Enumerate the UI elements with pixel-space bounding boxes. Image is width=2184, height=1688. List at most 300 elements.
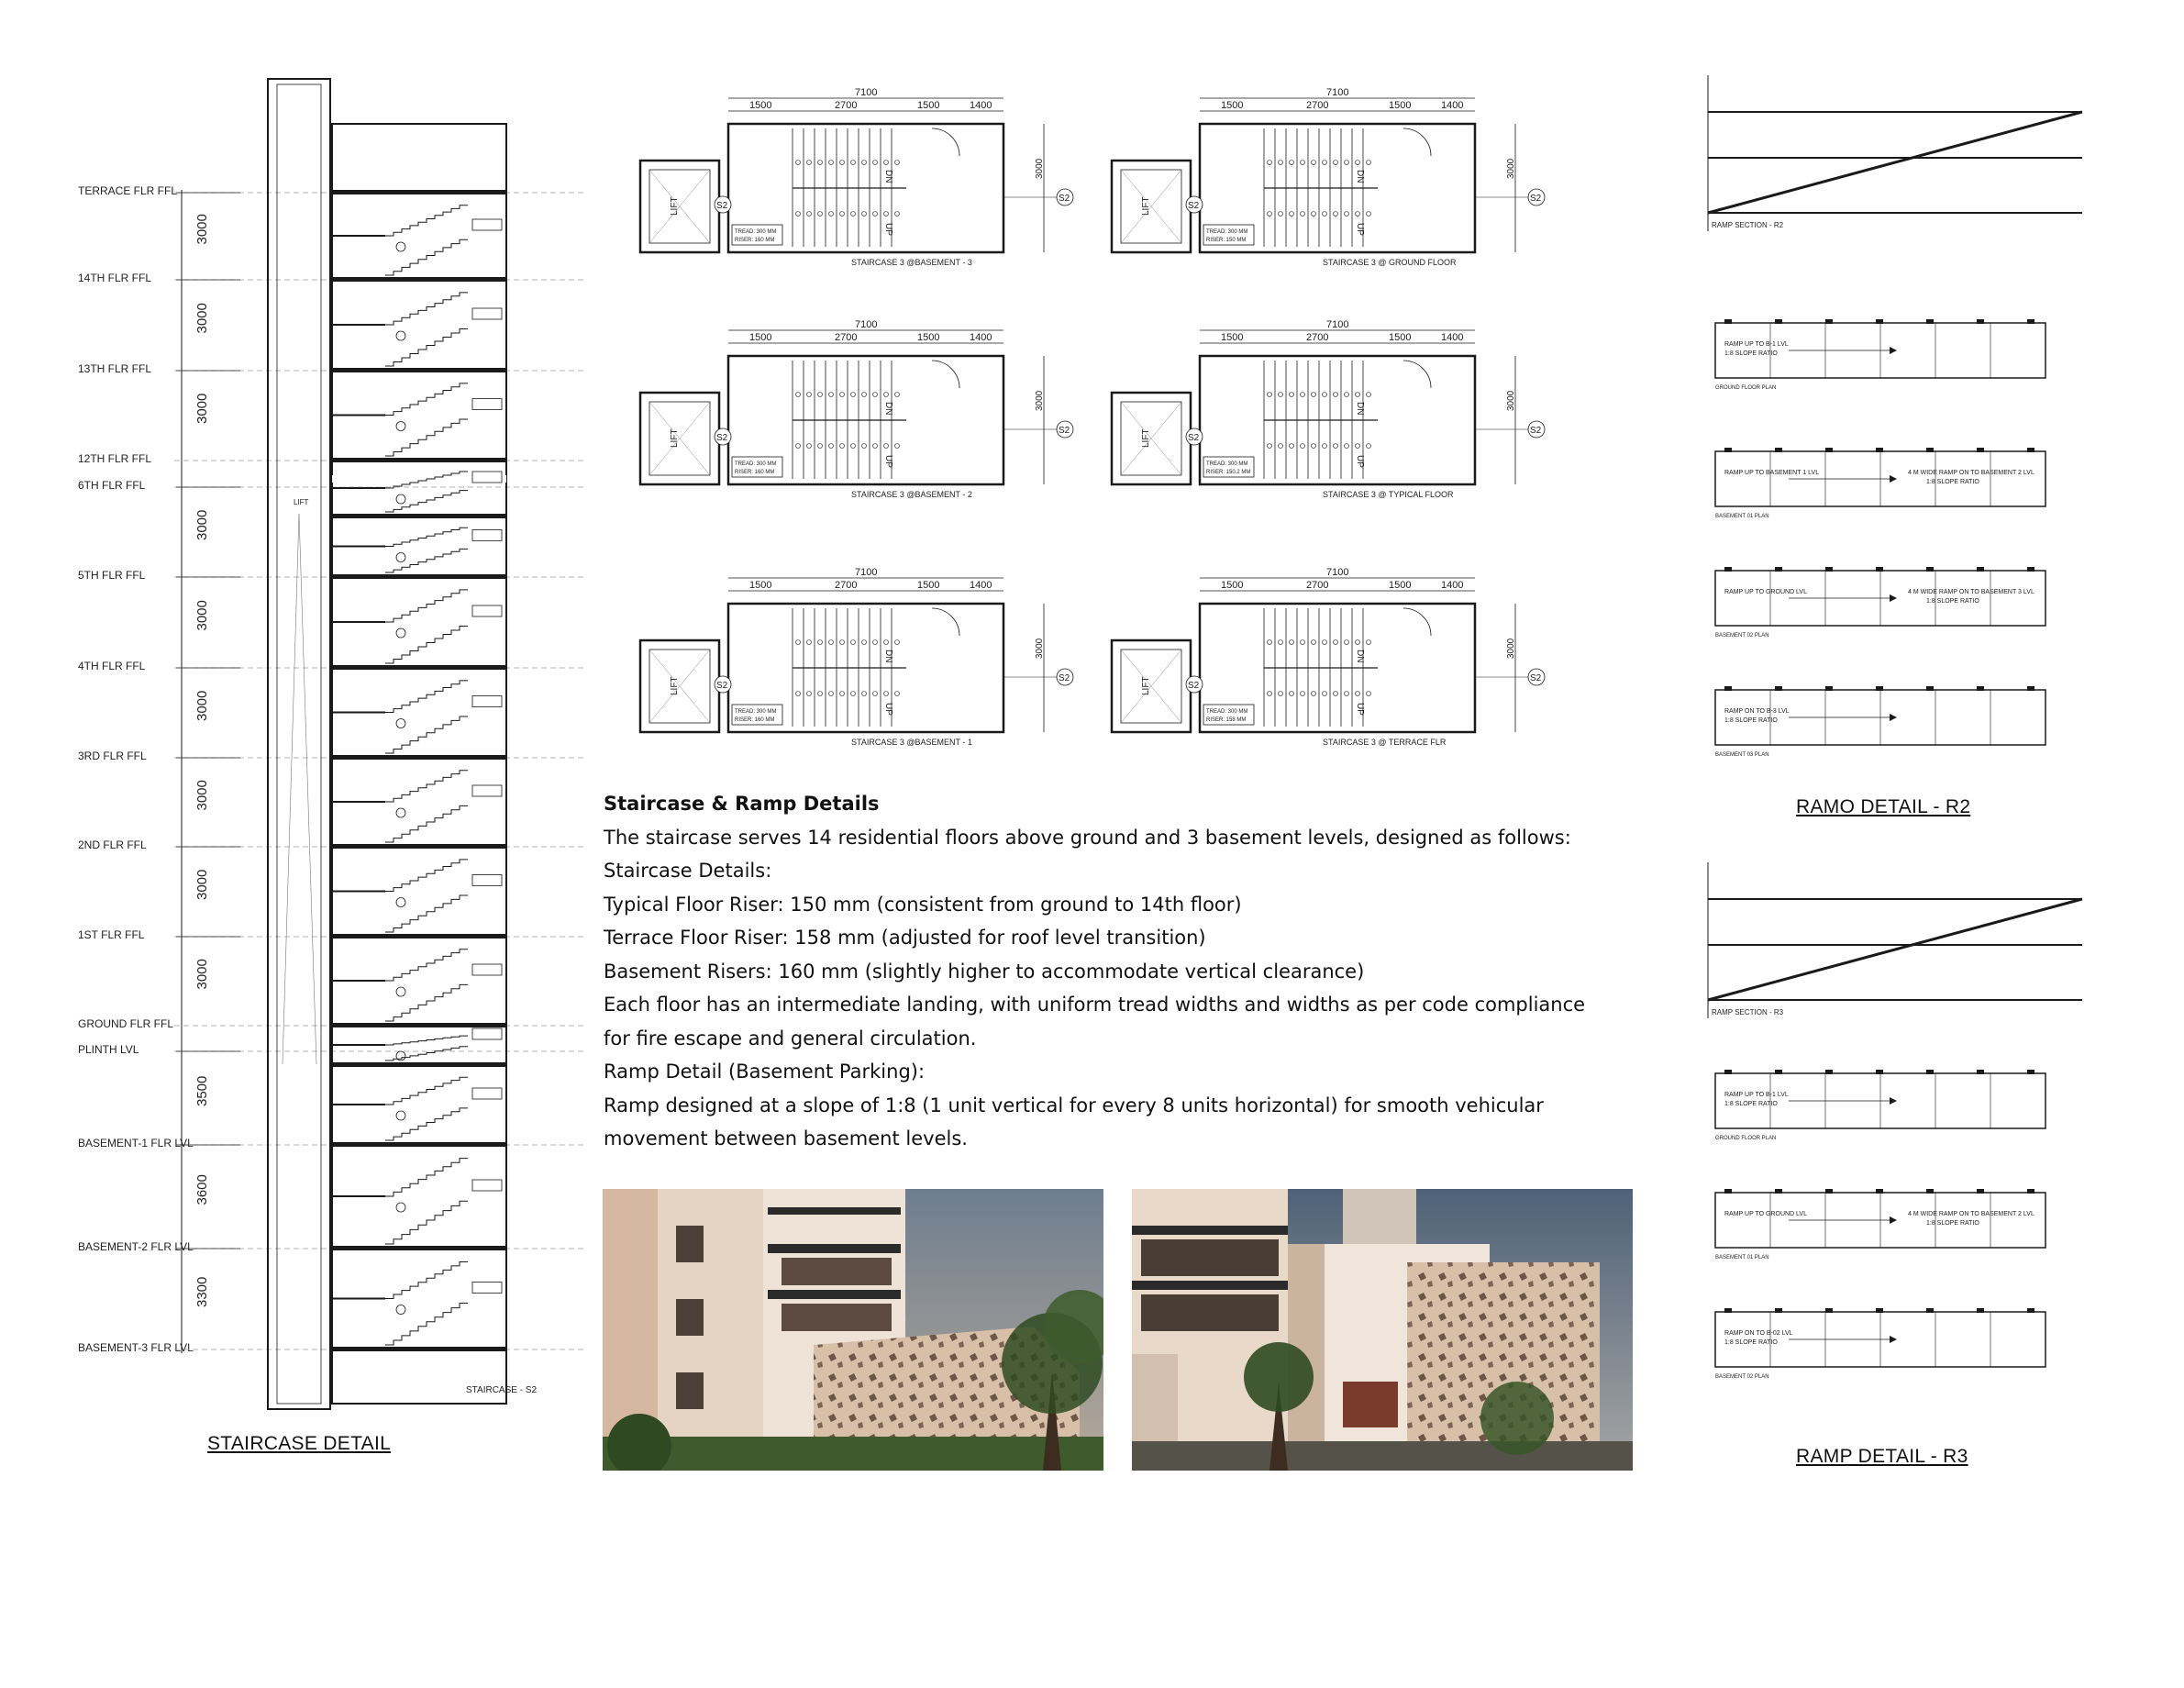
baluster — [796, 640, 801, 645]
column-mark — [1724, 448, 1732, 452]
ramp-plan-caption: BASEMENT 01 PLAN — [1715, 514, 1769, 519]
baluster — [1323, 393, 1327, 397]
door-swing — [932, 128, 959, 156]
baluster — [1290, 692, 1294, 696]
detail-bubble — [396, 242, 405, 251]
column-mark — [1876, 1308, 1883, 1313]
column-mark — [1775, 567, 1782, 572]
column-mark — [1977, 1308, 1984, 1313]
riser-note: RISER: 150 MM — [1206, 238, 1247, 243]
baluster — [1367, 161, 1371, 165]
column-mark — [1876, 686, 1883, 691]
tread-note-box — [472, 696, 502, 707]
baluster — [851, 212, 856, 217]
baluster — [1279, 640, 1283, 645]
ramp-text: RAMP ON TO B-3 LVL — [1724, 708, 1790, 715]
side-dim: 3000 — [1035, 638, 1045, 659]
floor-slab — [332, 574, 506, 579]
column-mark — [1825, 686, 1833, 691]
stair-flight — [385, 329, 468, 367]
height-dim: 3600 — [194, 1174, 210, 1205]
baluster — [873, 212, 878, 217]
baluster — [884, 444, 889, 449]
dn-label: DN — [883, 650, 893, 663]
dn-label: DN — [1355, 650, 1365, 663]
notes-line: Each floor has an intermediate landing, with uniform tread widths and widths as per code compliance — [604, 994, 1586, 1016]
baluster — [1367, 692, 1371, 696]
notes-line: Typical Floor Riser: 150 mm (consistent from ground to 14th floor) — [604, 893, 1242, 916]
baluster — [895, 640, 900, 645]
up-label: UP — [1355, 703, 1365, 716]
detail-bubble — [396, 1203, 405, 1212]
column-mark — [1825, 1308, 1833, 1313]
column-mark — [1724, 1070, 1732, 1074]
height-dim: 3000 — [194, 780, 210, 811]
baluster — [1290, 640, 1294, 645]
column-mark — [1775, 1189, 1782, 1194]
segment-dim: 1500 — [917, 100, 940, 111]
lift-label: LIFT — [294, 498, 309, 506]
baluster — [1345, 444, 1349, 449]
segment-dim: 1400 — [970, 580, 992, 591]
tag-label: S2 — [1059, 194, 1070, 204]
baluster — [1334, 161, 1338, 165]
tread-note-box — [472, 308, 502, 319]
column-mark — [1876, 1189, 1883, 1194]
height-dim: 3000 — [194, 690, 210, 721]
floor-label: 5TH FLR FFL — [78, 569, 146, 582]
ramp-section-caption: RAMP SECTION - R3 — [1712, 1008, 1784, 1016]
baluster — [851, 444, 856, 449]
tread-note-box — [472, 1088, 502, 1099]
baluster — [1367, 640, 1371, 645]
column-mark — [1876, 1070, 1883, 1074]
arrow-head — [1890, 347, 1897, 354]
baluster — [873, 161, 878, 165]
stair-flight — [385, 1159, 468, 1196]
baluster — [829, 212, 834, 217]
baluster — [1279, 444, 1283, 449]
baluster — [796, 393, 801, 397]
column-mark — [1775, 1070, 1782, 1074]
baluster — [862, 692, 867, 696]
tread-note-box — [472, 219, 502, 230]
staircase-plan — [1112, 567, 1552, 787]
stair-flight — [385, 1077, 468, 1105]
ramp-text: RAMP UP TO GROUND LVL — [1724, 1211, 1807, 1217]
baluster — [1345, 161, 1349, 165]
floor-slab — [332, 755, 506, 760]
stair-flight — [385, 681, 468, 713]
baluster — [862, 393, 867, 397]
floor-label: PLINTH LVL — [78, 1043, 139, 1056]
stair-flight — [385, 419, 468, 456]
ramp-text: RAMP UP TO B-1 LVL — [1724, 1092, 1789, 1098]
tread-note: TREAD: 300 MM — [1206, 229, 1248, 235]
detail-bubble — [396, 331, 405, 340]
arrow-head — [1890, 594, 1897, 602]
segment-dim: 1500 — [1389, 332, 1412, 343]
baluster — [818, 692, 823, 696]
tread-note-box — [472, 964, 502, 975]
baluster — [1323, 692, 1327, 696]
baluster — [1312, 640, 1316, 645]
baluster — [1268, 393, 1272, 397]
baluster — [1312, 444, 1316, 449]
floor-label: 12TH FLR FFL — [78, 452, 152, 465]
baluster — [818, 640, 823, 645]
segment-dim: 2700 — [1306, 100, 1329, 111]
ramp-r3-title: RAMP DETAIL - R3 — [1796, 1446, 1968, 1467]
baluster — [1345, 692, 1349, 696]
ramp-text: 4 M WIDE RAMP ON TO BASEMENT 3 LVL — [1908, 589, 2034, 595]
staircase-detail-title: STAIRCASE DETAIL — [207, 1433, 392, 1454]
baluster — [1334, 444, 1338, 449]
column-mark — [1876, 567, 1883, 572]
column-mark — [1977, 1070, 1984, 1074]
tag-label: S2 — [1188, 201, 1200, 211]
baluster — [829, 393, 834, 397]
baluster — [1268, 212, 1272, 217]
notes-line: movement between basement levels. — [604, 1127, 968, 1149]
ramp-text: 1:8 SLOPE RATIO — [1724, 1101, 1778, 1107]
staircase-plan — [640, 567, 1081, 787]
baluster — [1312, 393, 1316, 397]
dn-label: DN — [1355, 170, 1365, 183]
baluster — [873, 692, 878, 696]
floor-slab — [332, 665, 506, 670]
side-dim: 3000 — [1506, 390, 1516, 411]
column-mark — [1775, 686, 1782, 691]
baluster — [851, 161, 856, 165]
lift-text: LIFT — [670, 676, 680, 695]
ramp-text: 1:8 SLOPE RATIO — [1926, 598, 1979, 605]
segment-dim: 1500 — [1221, 580, 1244, 591]
segment-dim: 1500 — [1221, 100, 1244, 111]
segment-dim: 1500 — [749, 332, 772, 343]
baluster — [1268, 161, 1272, 165]
stair-well — [332, 124, 506, 1404]
notes-line: Terrace Floor Riser: 158 mm (adjusted for roof level transition) — [604, 927, 1206, 949]
baluster — [1356, 444, 1360, 449]
baluster — [1323, 444, 1327, 449]
baluster — [1301, 640, 1305, 645]
baluster — [1323, 161, 1327, 165]
overall-dim: 7100 — [1326, 319, 1349, 330]
segment-dim: 2700 — [835, 100, 858, 111]
staircase-plan — [1112, 319, 1552, 539]
dn-label: DN — [1355, 402, 1365, 416]
stair-flight — [385, 860, 468, 892]
floor-label: 13TH FLR FFL — [78, 362, 152, 375]
floor-slab — [332, 277, 506, 282]
stair-flight — [385, 627, 468, 664]
stair-flight — [385, 716, 468, 753]
tag-label: S2 — [1059, 426, 1070, 436]
baluster — [851, 640, 856, 645]
baluster — [1279, 212, 1283, 217]
detail-bubble — [396, 553, 405, 562]
dn-label: DN — [883, 402, 893, 416]
baluster — [1367, 212, 1371, 217]
overall-dim: 7100 — [855, 319, 878, 330]
tread-note-box — [472, 785, 502, 796]
column-mark — [1926, 567, 1934, 572]
floor-slab — [332, 844, 506, 849]
lift-rope — [299, 514, 316, 1064]
floor-slab — [332, 1142, 506, 1147]
stair-flight — [385, 805, 468, 842]
column-mark — [1977, 686, 1984, 691]
segment-dim: 1400 — [970, 100, 992, 111]
segment-dim: 1500 — [1389, 580, 1412, 591]
column-mark — [1825, 1070, 1833, 1074]
ramp-drawing — [1651, 862, 2110, 1688]
baluster — [895, 161, 900, 165]
door-swing — [932, 361, 959, 388]
segment-dim: 2700 — [1306, 332, 1329, 343]
building-render-left — [603, 1189, 1103, 1471]
segment-dim: 1400 — [1441, 580, 1464, 591]
floor-slab — [332, 1062, 506, 1067]
baluster — [807, 640, 812, 645]
floor-label: TERRACE FLR FFL — [78, 184, 178, 197]
ramp-text: 1:8 SLOPE RATIO — [1724, 717, 1778, 724]
stair-flight — [385, 1201, 468, 1244]
tread-note-box — [472, 875, 502, 886]
lift-text: LIFT — [1141, 676, 1151, 695]
column-mark — [1977, 448, 1984, 452]
dn-label: DN — [883, 170, 893, 183]
column-mark — [1977, 319, 1984, 324]
baluster — [1268, 692, 1272, 696]
baluster — [1345, 212, 1349, 217]
overall-dim: 7100 — [1326, 567, 1349, 578]
stair-flight — [385, 1047, 468, 1061]
baluster — [1356, 393, 1360, 397]
baluster — [1301, 444, 1305, 449]
stair-flight — [385, 383, 468, 416]
column-mark — [1876, 319, 1883, 324]
ramp-plan-caption: GROUND FLOOR PLAN — [1715, 385, 1777, 391]
baluster — [807, 692, 812, 696]
column-mark — [1876, 448, 1883, 452]
tread-note-box — [472, 530, 502, 541]
stair-flight — [385, 1261, 468, 1298]
stair-flight — [385, 528, 468, 546]
baluster — [1312, 692, 1316, 696]
baluster — [840, 444, 845, 449]
baluster — [884, 640, 889, 645]
column-mark — [1926, 1070, 1934, 1074]
floor-label: 6TH FLR FFL — [78, 479, 146, 492]
segment-dim: 1500 — [1389, 100, 1412, 111]
tread-note-box — [472, 1180, 502, 1191]
arrow-head — [1890, 714, 1897, 721]
stair-flight — [385, 1304, 468, 1345]
ramp-drawing — [1651, 75, 2110, 901]
baluster — [818, 393, 823, 397]
ramp-text: RAMP UP TO B-1 LVL — [1724, 341, 1789, 348]
stair-flight — [385, 950, 468, 981]
segment-dim: 2700 — [1306, 580, 1329, 591]
baluster — [1356, 212, 1360, 217]
floor-slab — [332, 934, 506, 938]
arrow-head — [1890, 475, 1897, 483]
lift-rope — [283, 514, 299, 1064]
baluster — [1345, 393, 1349, 397]
plan-caption: STAIRCASE 3 @ TYPICAL FLOOR — [1323, 490, 1454, 499]
baluster — [1356, 161, 1360, 165]
tread-note-box — [472, 1283, 502, 1294]
column-mark — [1775, 1308, 1782, 1313]
baluster — [829, 692, 834, 696]
floor-label: 4TH FLR FFL — [78, 660, 146, 672]
baluster — [1345, 640, 1349, 645]
side-dim: 3000 — [1506, 638, 1516, 659]
ramp-section-caption: RAMP SECTION - R2 — [1712, 221, 1784, 229]
lift-text: LIFT — [1141, 428, 1151, 448]
baluster — [1356, 640, 1360, 645]
plan-caption: STAIRCASE 3 @BASEMENT - 2 — [851, 490, 972, 499]
lift-text: LIFT — [1141, 196, 1151, 216]
column-mark — [1825, 448, 1833, 452]
baluster — [840, 640, 845, 645]
tread-note-box — [472, 399, 502, 410]
baluster — [807, 161, 812, 165]
segment-dim: 1400 — [970, 332, 992, 343]
lift-text: LIFT — [670, 428, 680, 448]
baluster — [1323, 640, 1327, 645]
column-mark — [1775, 448, 1782, 452]
column-mark — [1926, 686, 1934, 691]
baluster — [851, 692, 856, 696]
baluster — [818, 444, 823, 449]
baluster — [1290, 444, 1294, 449]
baluster — [895, 444, 900, 449]
tag-label: S2 — [716, 201, 728, 211]
column-mark — [1724, 319, 1732, 324]
segment-dim: 1400 — [1441, 332, 1464, 343]
ramp-plan-caption: BASEMENT 02 PLAN — [1715, 633, 1769, 639]
baluster — [1312, 161, 1316, 165]
overall-dim: 7100 — [1326, 87, 1349, 98]
overall-dim: 7100 — [855, 567, 878, 578]
tag-label: S2 — [1530, 426, 1542, 436]
baluster — [1334, 640, 1338, 645]
column-mark — [2027, 1070, 2034, 1074]
baluster — [829, 640, 834, 645]
riser-note: RISER: 160 MM — [735, 717, 775, 723]
notes-line: Ramp designed at a slope of 1:8 (1 unit vertical for every 8 units horizontal) for smooth vehicular — [604, 1094, 1544, 1116]
stair-flight — [385, 1036, 468, 1045]
baluster — [1301, 692, 1305, 696]
arrow-head — [1890, 1097, 1897, 1105]
column-mark — [2027, 448, 2034, 452]
baluster — [818, 161, 823, 165]
tread-note: TREAD: 300 MM — [1206, 461, 1248, 467]
tag-label: S2 — [716, 681, 728, 691]
column-mark — [1977, 567, 1984, 572]
floor-label: 2ND FLR FFL — [78, 838, 147, 851]
floor-label: BASEMENT-2 FLR LVL — [78, 1240, 194, 1253]
riser-note: RISER: 150.2 MM — [1206, 470, 1251, 475]
building-render-right — [1132, 1189, 1633, 1471]
baluster — [1356, 692, 1360, 696]
baluster — [862, 161, 867, 165]
baluster — [862, 212, 867, 217]
floor-label: BASEMENT-3 FLR LVL — [78, 1341, 194, 1354]
detail-bubble — [396, 422, 405, 431]
column-mark — [1926, 1189, 1934, 1194]
column-mark — [1926, 1308, 1934, 1313]
column-mark — [1926, 319, 1934, 324]
baluster — [1301, 212, 1305, 217]
height-dim: 3000 — [194, 600, 210, 631]
baluster — [884, 393, 889, 397]
ramp-text: 1:8 SLOPE RATIO — [1926, 479, 1979, 485]
height-dim: 3000 — [194, 959, 210, 990]
baluster — [1268, 640, 1272, 645]
baluster — [796, 212, 801, 217]
baluster — [807, 212, 812, 217]
baluster — [1279, 161, 1283, 165]
tread-note: TREAD: 300 MM — [735, 709, 777, 715]
baluster — [1290, 212, 1294, 217]
column-mark — [1825, 567, 1833, 572]
baluster — [1268, 444, 1272, 449]
baluster — [807, 444, 812, 449]
ramp-plan-caption: BASEMENT 03 PLAN — [1715, 752, 1769, 758]
ramp-text: 1:8 SLOPE RATIO — [1724, 350, 1778, 357]
segment-dim: 1500 — [917, 580, 940, 591]
baluster — [884, 212, 889, 217]
baluster — [1290, 161, 1294, 165]
stair-flight — [385, 771, 468, 802]
notes-subheading-staircase: Staircase Details: — [604, 860, 772, 882]
stair-flight — [385, 1108, 468, 1140]
ramp-r2-title: RAMO DETAIL - R2 — [1796, 796, 1971, 817]
door-swing — [1403, 361, 1431, 388]
baluster — [895, 692, 900, 696]
column-mark — [2027, 1189, 2034, 1194]
overall-dim: 7100 — [855, 87, 878, 98]
ramp-text: 1:8 SLOPE RATIO — [1926, 1220, 1979, 1227]
lift-text: LIFT — [670, 196, 680, 216]
segment-dim: 1500 — [749, 580, 772, 591]
stair-flight — [385, 984, 468, 1021]
lift-shaft-inner — [277, 84, 321, 1404]
floor-label: GROUND FLR FFL — [78, 1017, 174, 1030]
baluster — [1279, 692, 1283, 696]
baluster — [862, 640, 867, 645]
segment-dim: 1400 — [1441, 100, 1464, 111]
stair-flight — [385, 491, 468, 512]
baluster — [807, 393, 812, 397]
column-mark — [2027, 1308, 2034, 1313]
baluster — [1367, 444, 1371, 449]
ramp-incline — [1708, 899, 2082, 1000]
tag-label: S2 — [716, 433, 728, 443]
detail-bubble — [396, 987, 405, 996]
baluster — [796, 692, 801, 696]
up-label: UP — [883, 223, 893, 236]
up-label: UP — [1355, 455, 1365, 468]
detail-bubble — [396, 898, 405, 907]
floor-slab — [332, 1246, 506, 1250]
baluster — [1290, 393, 1294, 397]
up-label: UP — [883, 455, 893, 468]
